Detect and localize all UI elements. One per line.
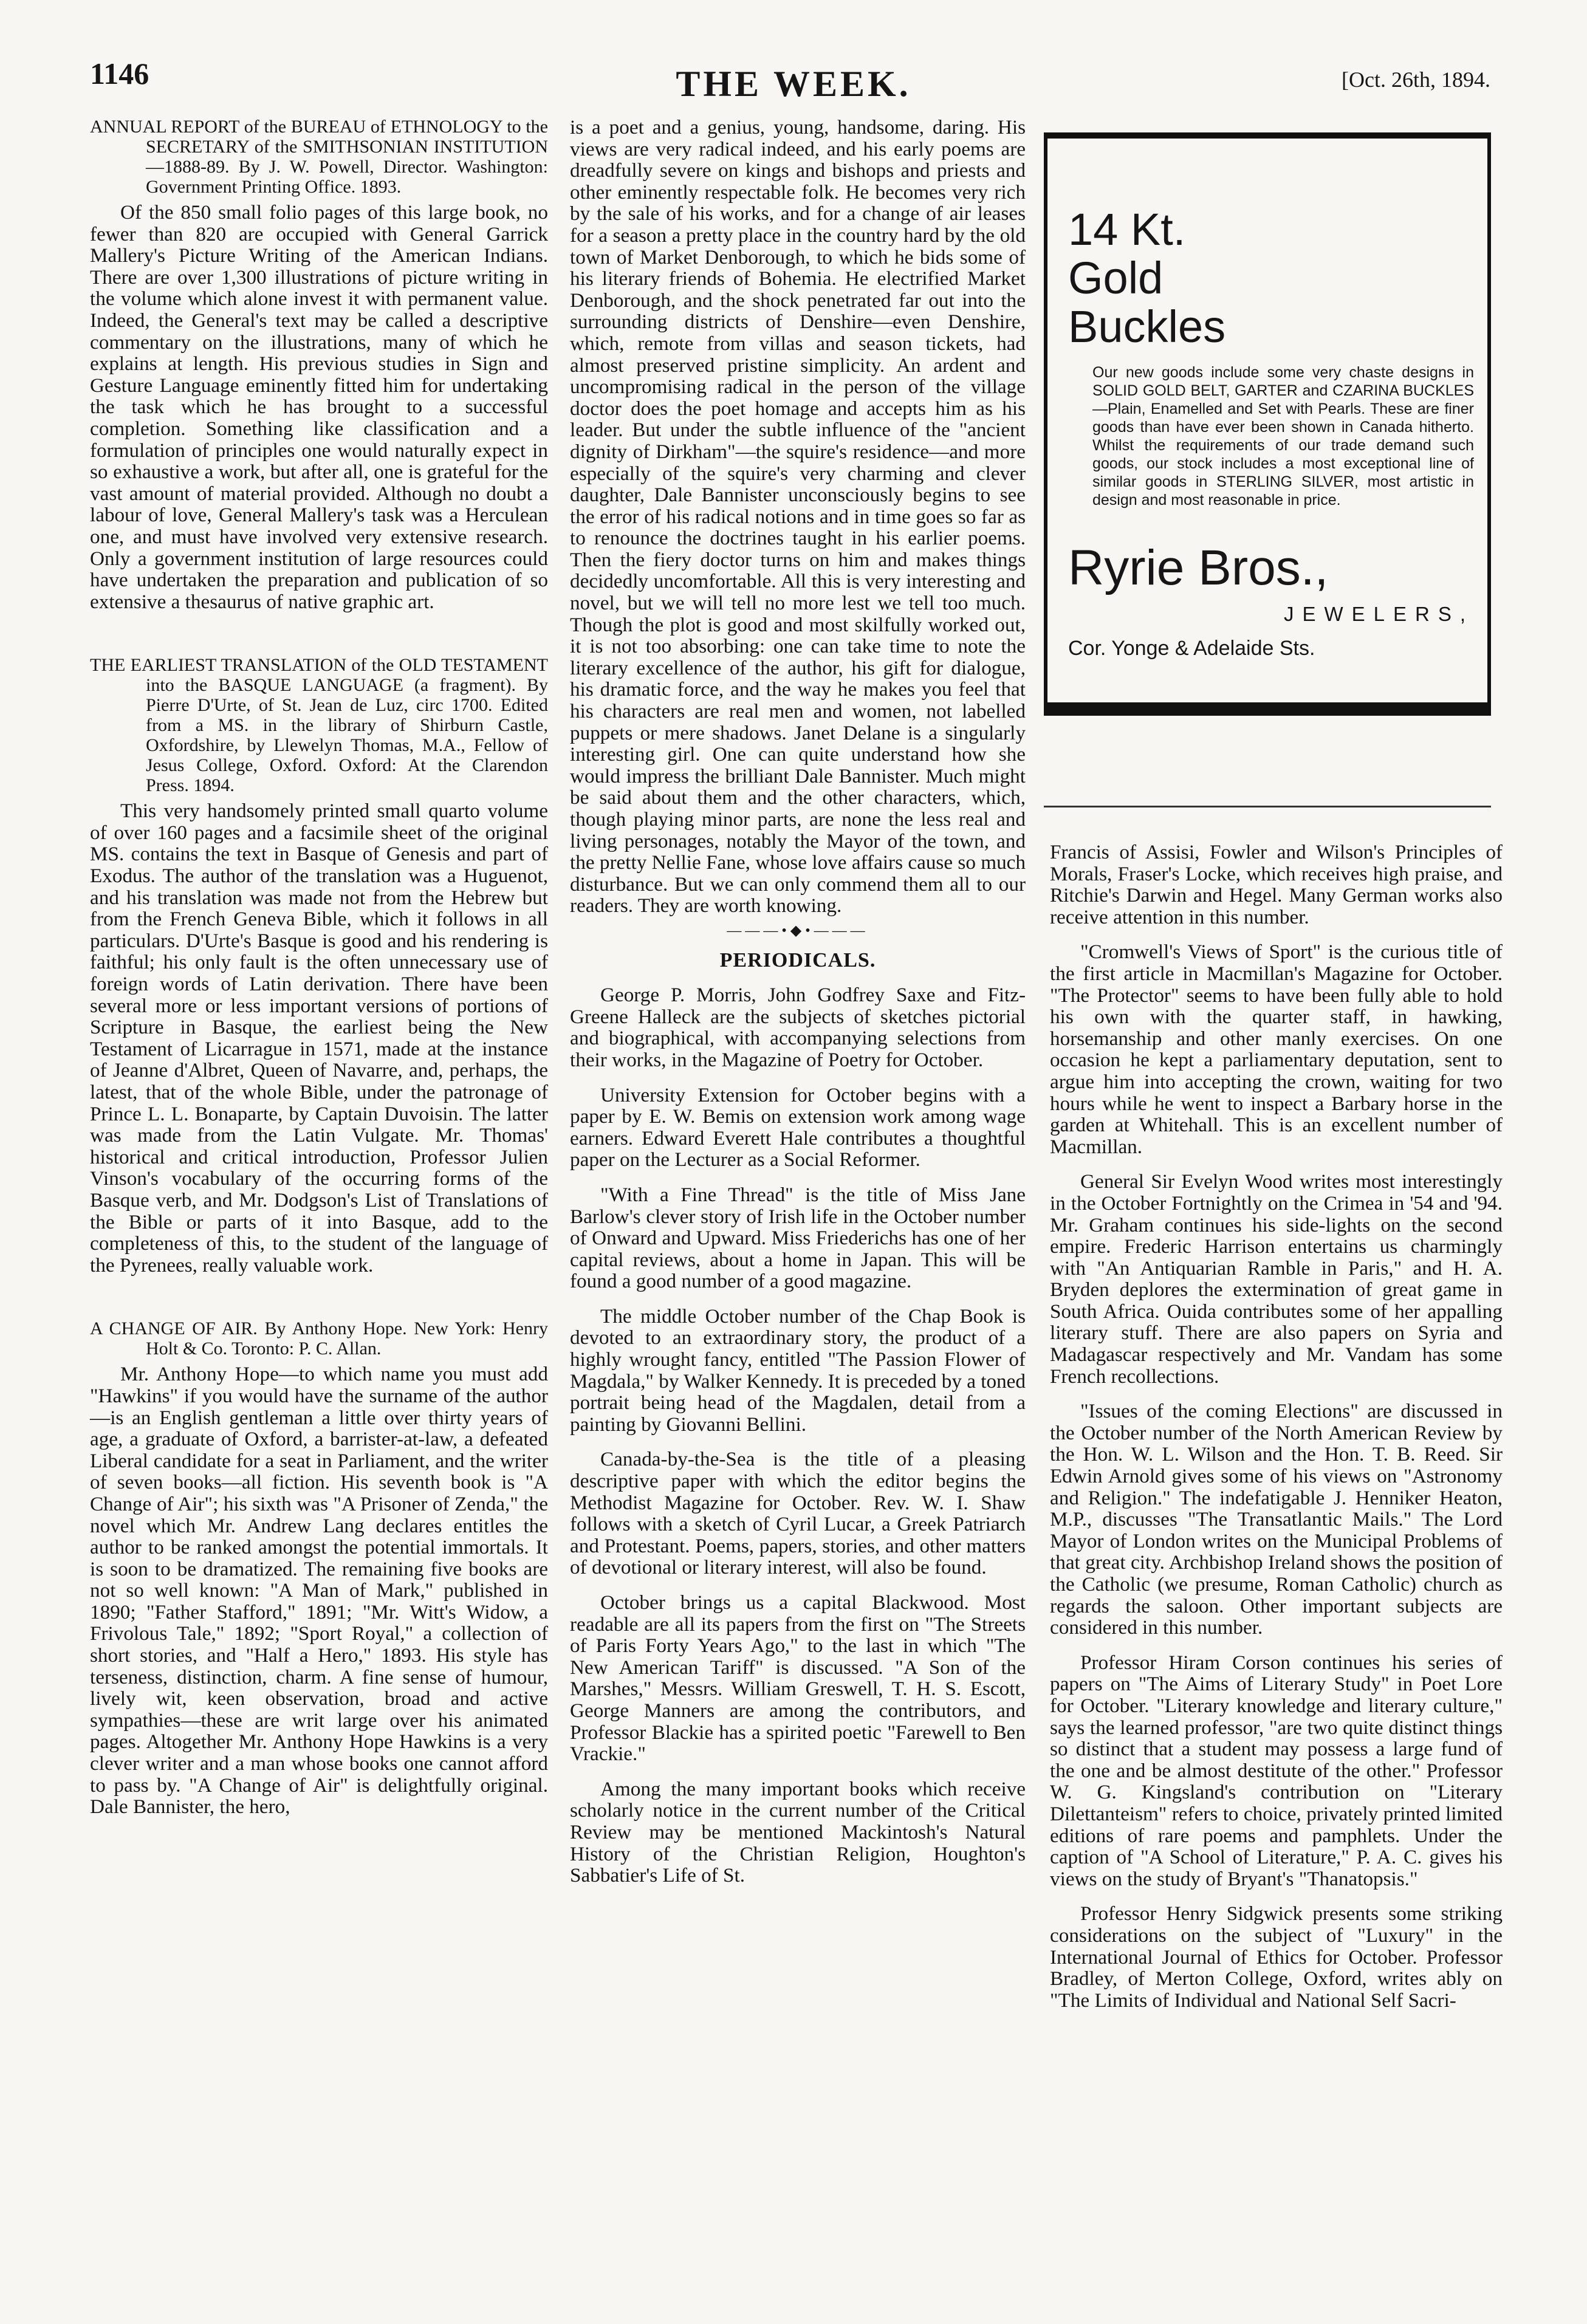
column-rule — [1044, 806, 1491, 807]
periodical-paragraph: Professor Henry Sidgwick presents some striking considerations on the subject of "Luxury" in the International Journal of Ethics for October. Professor Bradley, of Merton College, Oxford, writes ably on "The Limits of Individual and National Self Sacri- — [1050, 1902, 1503, 2012]
review-continuation: is a poet and a genius, young, handsome, daring. His views are very radical indeed, and his early poems are dreadfully severe on kings and bishops and priests and other eminently respectable folk. He becomes very rich by the sale of his works, and for a change of air leases for a season a pretty place in the country hard by the old town of Market Denborough, to which he bids some of his literary friends of Bohemia. He electrified Market Denborough, and the shock penetrated far out into the surrounding districts of Denshire—even Denshire, which, remote from villas and season tickets, had almost preserved pristine simplicity. An ardent and uncompromising radical in the person of the village doctor does the poet homage and accepts him as his leader. But under the subtle influence of the "ancient dignity of Dirkham"—the squire's residence—and more especially of the squire's very charming and clever daughter, Dale Bannister unconsciously begins to see the error of his radical notions and in time goes so far as to renounce the doctrines taught in his earlier poems. Then the fiery doctor turns on him and makes things decidedly uncomfortable. All this is very interesting and novel, but we will tell no more lest we tell too much. Though the plot is good and most skilfully worked out, it is not too absorbing: one can take time to note the literary excellence of the author, his gift for dialogue, his dramatic force, and the way he makes you feel that his characters are real men and women, not labelled puppets or mere shadows. Janet Delane is a singularly interesting girl. One can quite understand how she would impress the brilliant Dale Bannister. Much might be said about them and the other characters, which, though playing minor parts, are none the less real and living personages, notably the Mayor of the town, and the pretty Nellie Fane, whose love affairs cause so much disturbance. But we can only commend them all to our readers. They are worth knowing. — [570, 116, 1026, 917]
review-heading: A CHANGE OF AIR. By Anthony Hope. New York: Henry Holt & Co. Toronto: P. C. Allan. — [90, 1318, 548, 1359]
ad-heading-line: Buckles — [1068, 301, 1226, 352]
periodical-paragraph: October brings us a capital Blackwood. Most readable are all its papers from the first on "The Streets of Paris Forty Years Ago," to the last in which "The New American Tariff" is discussed. "A Son of the Marshes," Messrs. William Greswell, T. H. S. Escott, George Manners are among the contributors, and Professor Blackie has a spirited poetic "Farewell to Ben Vrackie." — [570, 1591, 1026, 1766]
ad-address: Cor. Yonge & Adelaide Sts. — [1068, 637, 1315, 660]
periodical-paragraph: Professor Hiram Corson continues his series of papers on "The Aims of Literary Study" in Poet Lore for October. "Literary knowledge and literary culture," says the learned professor, "are two quite distinct things so distinct that a student may possess a large fund of the one and be almost destitute of the other." Professor W. G. Kingsland's contribution on "Literary Dilettanteism" refers to choice, privately printed limited editions of rare poems and pamphlets. Under the caption of "A School of Literature," P. A. C. gives his views on the study of Bryant's "Thanatopsis." — [1050, 1651, 1503, 1890]
periodical-continuation: Francis of Assisi, Fowler and Wilson's Principles of Morals, Fraser's Locke, which receives high praise, and Ritchie's Darwin and Hegel. Many German works also receive attention in this number. — [1050, 841, 1503, 928]
ad-firm-name: Ryrie Bros., — [1068, 540, 1329, 595]
periodical-paragraph: "With a Fine Thread" is the title of Miss Jane Barlow's clever story of Irish life in the October number of Onward and Upward. Miss Friederichs has one of her capital reviews, about a home in Japan. This will be found a good number of a good magazine. — [570, 1183, 1026, 1293]
column-2 — [570, 117, 1026, 1887]
review-heading: ANNUAL REPORT of the BUREAU of ETHNOLOGY to the SECRETARY of the SMITHSONIAN INSTITUTION—1888-89. By J. W. Powell, Director. Washington: Government Printing Office. 1893. — [90, 117, 548, 197]
ornamental-divider: ———•◆•——— — [727, 922, 869, 939]
ad-trade: JEWELERS, — [1283, 603, 1474, 625]
periodical-paragraph: "Cromwell's Views of Sport" is the curious title of the first article in Macmillan's Magazine for October. "The Protector" seems to have been fully able to hold his own with the quarter staff, in hawking, horsemanship and other manly exercises. On one occasion he kept a parliamentary deputation, sent to argue him into accepting the crown, waiting for two hours while he went to inspect a Barbary horse in the garden at Whitehall. This is an excellent number of Macmillan. — [1050, 941, 1503, 1158]
jeweler-advertisement — [1044, 132, 1491, 716]
section-title: PERIODICALS. — [719, 948, 876, 972]
ad-heading-line: 14 Kt. — [1068, 204, 1186, 255]
periodical-paragraph: Canada-by-the-Sea is the title of a pleasing descriptive paper with which the editor begins the Methodist Magazine for October. Rev. W. I. Shaw follows with a sketch of Cyril Lucar, a Greek Patriarch and Protestant. Poems, papers, stories, and other matters of devotional or literary interest, will also be found. — [570, 1448, 1026, 1579]
review-paragraph: Of the 850 small folio pages of this large book, no fewer than 820 are occupied with General Garrick Mallery's Picture Writing of the American Indians. There are over 1,300 illustrations of picture writing in the volume which alone invest it with permanent value. Indeed, the General's text may be called a descriptive commentary on the illustrations, many of which he explains at length. His previous studies in Sign and Gesture Language eminently fitted him for undertaking the task which he has brought to a successful completion. Something like classification and a formulation of principles one would naturally expect in so exhaustive a work, but after all, one is grateful for the vast amount of material provided. Although no doubt a labour of love, General Mallery's task was a Herculean one, and must have involved very extensive research. Only a government institution of large resources could have undertaken the preparation and publication of so extensive a thesaurus of native graphic art. — [90, 201, 548, 613]
masthead-title: THE WEEK. — [676, 64, 911, 104]
periodical-paragraph: The middle October number of the Chap Book is devoted to an extraordinary story, the product of a highly wrought fancy, entitled "The Passion Flower of Magdala," by Walker Kennedy. It is preceded by a toned portrait being head of the Magdalen, detail from a painting by Giovanni Bellini. — [570, 1304, 1026, 1436]
periodical-paragraph: George P. Morris, John Godfrey Saxe and Fitz-Greene Halleck are the subjects of sketches pictorial and biographical, with accompanying selections from their works, in the Magazine of Poetry for October. — [570, 984, 1026, 1071]
column-3 — [1050, 842, 1503, 2011]
ad-heading-line: Gold — [1068, 253, 1164, 303]
issue-date: [Oct. 26th, 1894. — [1342, 67, 1490, 92]
periodical-paragraph: University Extension for October begins with a paper by E. W. Bemis on extension work among wage earners. Edward Everett Hale contributes a thoughtful paper on the Lecturer as a Social Reformer. — [570, 1083, 1026, 1171]
periodical-paragraph: "Issues of the coming Elections" are discussed in the October number of the North American Review by the Hon. W. L. Wilson and the Hon. T. B. Reed. Sir Edwin Arnold gives some of his views on "Astronomy and Religion." The indefatigable J. Henniker Heaton, M.P., discusses "The Transatlantic Mails." The Lord Mayor of London writes on the Municipal Problems of that great city. Archbishop Ireland shows the position of the Catholic (we presume, Roman Catholic) church as regards the saloon. Other important subjects are considered in this number. — [1050, 1400, 1503, 1639]
ad-body-text: Our new goods include some very chaste designs in SOLID GOLD BELT, GARTER and CZARINA BUCKLES—Plain, Enamelled and Set with Pearls. These are finer goods than have ever been shown in Canada hitherto. Whilst the requirements of our trade demand such goods, our stock includes a most exceptional line of similar goods in STERLING SILVER, most artistic in design and most reasonable in price. — [1092, 364, 1474, 509]
review-3 — [90, 1318, 548, 1817]
review-paragraph: Mr. Anthony Hope—to which name you must add "Hawkins" if you would have the surname of the author—is an English gentleman a little over thirty years of age, a graduate of Oxford, a barrister-at-law, a defeated Liberal candidate for a seat in Parliament, and the writer of seven books—all fiction. His seventh book is "A Change of Air"; his sixth was "A Prisoner of Zenda," the novel which Mr. Andrew Lang declares entitles the author to be ranked amongst the potential immortals. It is soon to be dramatized. The remaining five books are not so well known: "A Man of Mark," published in 1890; "Father Stafford," 1891; "Mr. Witt's Widow, a Frivolous Tale," 1892; "Sport Royal," a collection of short stories, and "Half a Hero," 1893. His style has terseness, distinction, charm. A fine sense of humour, lively wit, keen observation, broad and active sympathies—these are writ large over his animated pages. Altogether Mr. Anthony Hope Hawkins is a very clever writer and a man whose books one cannot afford to pass by. "A Change of Air" is delightfully original. Dale Bannister, the hero, — [90, 1363, 548, 1818]
review-2 — [90, 655, 548, 1276]
periodical-paragraph: Among the many important books which receive scholarly notice in the current number of the Critical Review may be mentioned Mackintosh's Natural History of the Christian Religion, Houghton's Sabbatier's Life of St. — [570, 1777, 1026, 1887]
periodical-paragraph: General Sir Evelyn Wood writes most interestingly in the October Fortnightly on the Crimea in '54 and '94. Mr. Graham continues his side-lights on the second empire. Frederic Harrison entertains us charmingly with "An Antiquarian Ramble in Paris," and H. A. Bryden deplores the extermination of great game in South Africa. Ouida contributes some of her appalling literary stuff. There are also papers on Syria and Madagascar respectively and Mr. Vandam has some French recollections. — [1050, 1170, 1503, 1388]
review-1 — [90, 117, 548, 612]
review-heading: THE EARLIEST TRANSLATION of the OLD TESTAMENT into the BASQUE LANGUAGE (a fragment). By Pierre D'Urte, of St. Jean de Luz, circ 1700. Edited from a MS. in the library of Shirburn Castle, Oxfordshire, by Llewelyn Thomas, M.A., Fellow of Jesus College, Oxford. Oxford: At the Clarendon Press. 1894. — [90, 655, 548, 796]
column-1 — [90, 117, 548, 1818]
review-paragraph: This very handsomely printed small quarto volume of over 160 pages and a facsimile sheet of the original MS. contains the text in Basque of Genesis and part of Exodus. The author of the translation was a Huguenot, and his translation was made not from the Hebrew but from the French Geneva Bible, which it follows in all particulars. D'Urte's Basque is good and his rendering is faithful; his only fault is the often unnecessary use of foreign words of Latin derivation. There have been several more or less important versions of portions of Scripture in Basque, the earliest being the New Testament of Licarrague in 1571, made at the instance of Jeanne d'Albret, Queen of Navarre, and, perhaps, the latest, that of the whole Bible, under the patronage of Prince L. L. Bonaparte, by Captain Duvoisin. The latter was made from the Latin Vulgate. Mr. Thomas' historical and critical introduction, Professor Julien Vinson's vocabulary of the occurring forms of the Basque verb, and Mr. Dodgson's List of Translations of the Bible or parts of it into Basque, add to the completeness of this, to the student of the language of the Pyrenees, really valuable work. — [90, 800, 548, 1277]
page-number: 1146 — [90, 57, 149, 91]
